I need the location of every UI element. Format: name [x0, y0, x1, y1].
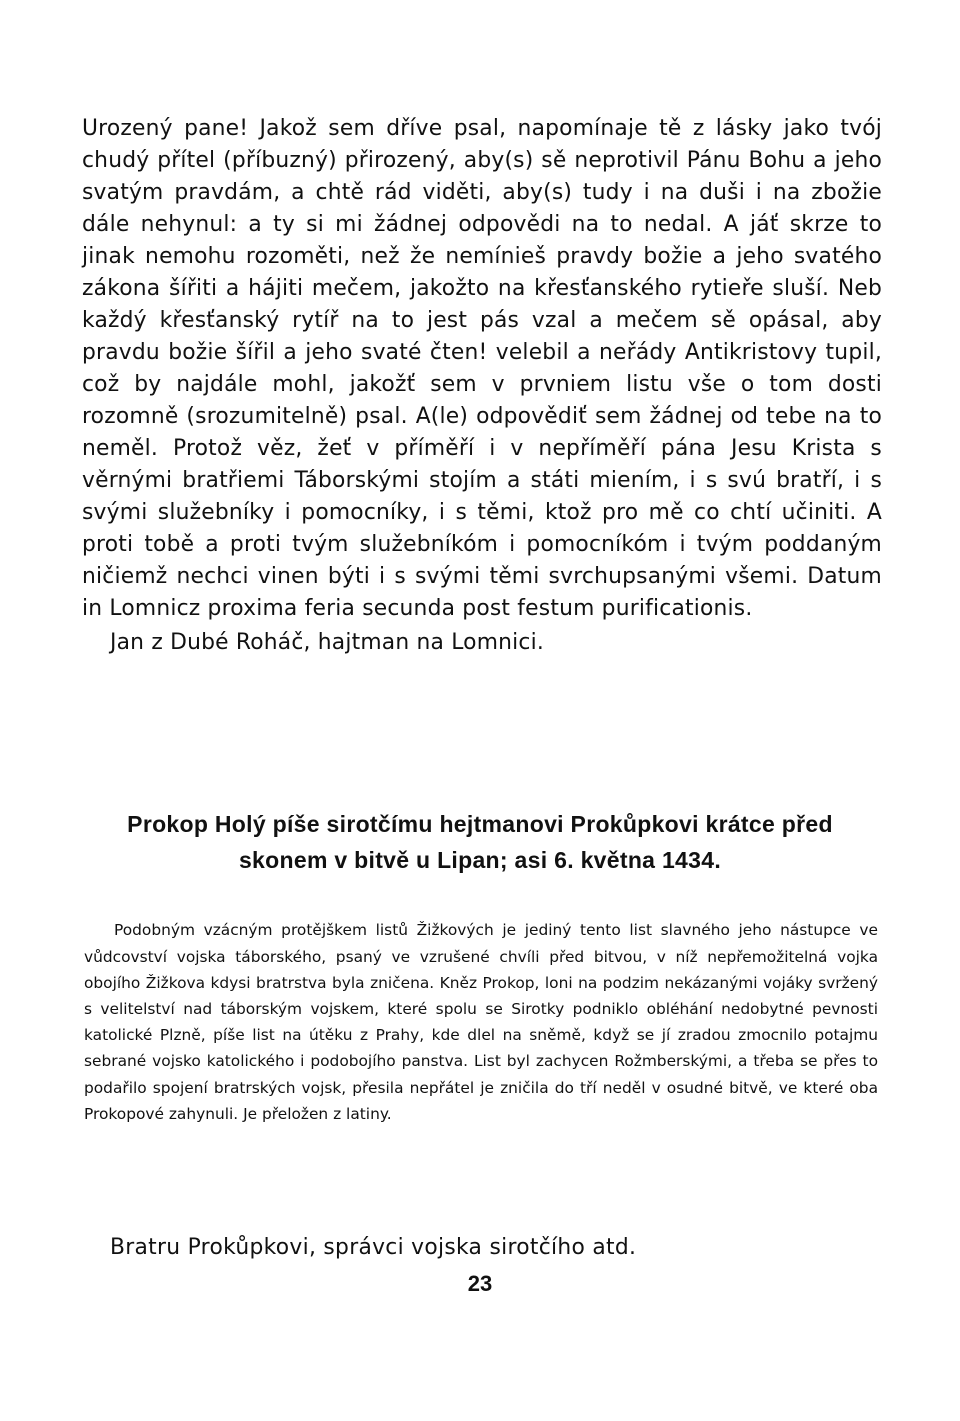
letter-signature: Jan z Dubé Roháč, hajtman na Lomnici. [110, 630, 544, 655]
heading-line-2: skonem v bitvě u Lipan; asi 6. května 1434. [238, 847, 722, 873]
heading-line-1: Prokop Holý píše sirotčímu hejtmanovi Prokůpkovi krátce před [127, 811, 833, 837]
section-heading [60, 806, 900, 878]
letter-address: Bratru Prokůpkovi, správci vojska sirotčího atd. [110, 1234, 637, 1260]
letter-body: Urozený pane! Jakož sem dříve psal, napomínaje tě z lásky jako tvój chudý přítel (příbuzný) přirozený, aby(s) sě neprotivil Pánu Bohu a jeho svatým pravdám, a chtě rád viděti, aby(s) tudy i na duši i na zbožie dále nehynul: a ty si mi žádnej odpovědi na to nedal. A jáť skrze to jinak nemohu rozoměti, než že nemínieš pravdy božie a jeho svatého zákona šířiti a hájiti mečem, jakožto na křesťanského rytieře sluší. Neb každý křesťanský rytíř na to jest pás vzal a mečem sě opásal, aby pravdu božie šířil a jeho svaté čten! velebil a neřády Antikristovy tupil, což by najdále mohl, jakožť sem v prvniem listu vše o tom dosti rozomně (srozumitelně) psal. A(le) odpovědiť sem žádnej od tebe na to neměl. Protož věz, žeť v příměří i v nepříměří pána Jesu Krista s věrnými bratřiemi Táborskými stojím a státi miením, i s svú bratří, i s svými služebníky i pomocníky, i s těmi, ktož pro mě co chtí učiniti. A proti tobě a proti tvým služebníkóm i pomocníkóm i tvým poddaným ničiemž nechci vinen býti i s svými těmi svrchupsanými všemi. Datum in Lomnicz proxima feria secunda post festum purificationis. [82, 116, 882, 621]
editorial-note: Podobným vzácným protějškem listů Žižkových je jediný tento list slavného jeho nástupce ve vůdcovství vojska táborského, psaný ve vzrušené chvíli před bitvou, v níž nepřemožitelná vojka obojího Žižkova kdysi bratrstva byla zničena. Kněz Prokop, loni na podzim nekázanými vojáky svržený s velitelství nad táborským vojskem, které spolu se Sirotky podniklo obléhání nedobytné pevnosti katolické Plzně, píše list na útěku z Prahy, kde dlel na sněmě, když se jí zradou zmocnilo potajmu sebrané vojsko katolického i podobojího panstva. List byl zachycen Rožmberskými, a třeba se přes to podařilo spojení bratrských vojsk, přesila nepřátel je zničila do tří neděl v osudné bitvě, ve které oba Prokopové zahynuli. Je přeložen z latiny. [84, 921, 878, 1123]
page-number: 23 [467, 1271, 493, 1296]
letter-text [82, 113, 882, 659]
